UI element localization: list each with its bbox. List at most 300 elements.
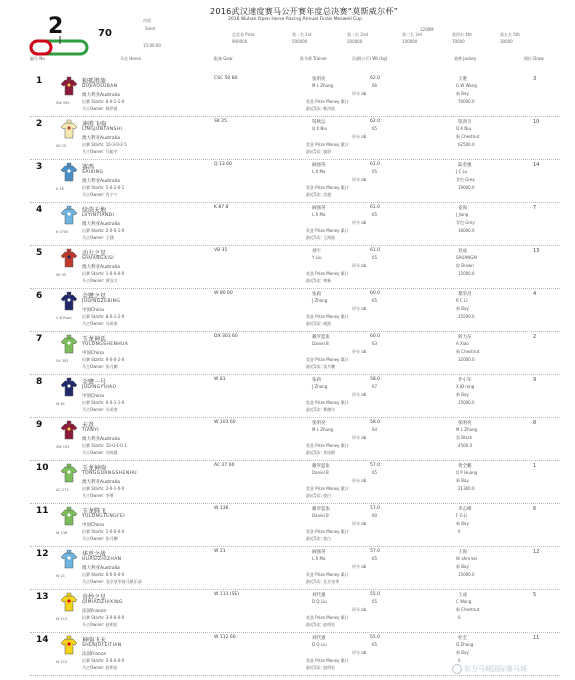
- recent-form: 最近5次: 肖超: [306, 192, 332, 197]
- draw-number: 2: [533, 334, 537, 340]
- carried-weight: 62.0: [370, 76, 381, 81]
- jockey-name-en: W ahm kei: [456, 556, 478, 561]
- column-header: 配备 Gear: [214, 56, 233, 61]
- carried-weight: 55.0: [370, 635, 381, 640]
- horse-origin: 澳大利亚Australia: [82, 566, 120, 571]
- jockey-name-en: F G Li: [456, 513, 468, 518]
- jockey-name-cn: 张明亮: [458, 421, 472, 426]
- horse-colour: 新 Chestnut: [456, 607, 480, 612]
- row-divider: [30, 503, 560, 504]
- row-divider: [30, 288, 560, 289]
- barrier-note: 评分 ab: [352, 564, 367, 569]
- carried-weight: 61.0: [370, 205, 381, 210]
- horse-name-cn: 玉龙神驹: [82, 465, 107, 472]
- silk-code: SX 303: [56, 359, 69, 363]
- runner-number: 5: [36, 248, 43, 258]
- jockey-silk-icon: [58, 205, 80, 227]
- draw-number: 8: [533, 420, 537, 426]
- prize-cell: 30000: [500, 39, 513, 44]
- silk-code: W 113: [56, 617, 68, 621]
- recent-form: 最近5次: 赵明宏: [306, 622, 336, 627]
- row-divider: [30, 675, 560, 676]
- horse-colour: 新 Bay: [456, 650, 469, 655]
- barrier-note: 评分 ab: [352, 478, 367, 483]
- row-divider: [30, 202, 560, 203]
- prize-money: 0: [458, 658, 461, 663]
- race-title-en: 2016 Wuhan Open Horse Racing Annual Finals Moswell Cup: [228, 17, 362, 22]
- horse-owner: 马主Owner: 赵明宏: [82, 665, 118, 670]
- horse-colour: 棕 Brown: [456, 263, 474, 268]
- horse-origin: 中国China: [82, 523, 104, 528]
- horse-name-en: SHUANGXISI: [82, 256, 115, 261]
- silk-code: SW 105: [56, 445, 70, 449]
- recent-form: 最近5次: 威凯: [306, 321, 332, 326]
- trainer-name-cn: 麻强英: [312, 163, 326, 168]
- prize-money: 19000.0: [458, 185, 475, 190]
- trainer-name-cn: 戴罗蓝张: [312, 507, 330, 512]
- horse-owner: 马主Owner: 肖宁宁: [82, 192, 118, 197]
- horse-colour: 青色 Grey: [456, 220, 475, 225]
- prize-cell: 900000: [232, 39, 248, 44]
- recent-form: 最近5次: 王海波: [306, 235, 336, 240]
- horse-owner: 马主Owner: 韩洪波: [82, 106, 118, 111]
- jockey-name-en: M L Zhang: [456, 427, 478, 432]
- jockey-silk-icon: [58, 248, 80, 270]
- column-header: 骑师 Jockey: [454, 56, 477, 61]
- barrier-note: 评分 ab: [352, 263, 367, 268]
- horse-name-cn: 金鹭之星: [82, 293, 107, 300]
- runner-number: 6: [36, 291, 43, 301]
- horse-name-en: TONGGUANGSHENHU: [82, 471, 137, 476]
- horse-name-en: DUJIAOLUBAN: [82, 84, 118, 89]
- jockey-name-cn: 双成: [458, 249, 467, 254]
- horse-starts: 出赛 Starts: 2-0-1-0-0: [82, 486, 125, 491]
- runner-row: [0, 420, 575, 461]
- horse-colour: 黑 Black: [456, 435, 473, 440]
- trainer-name-en: Y Liu: [312, 255, 322, 260]
- jockey-silk-icon: [58, 377, 80, 399]
- horse-origin: 澳大利亚Australia: [82, 179, 120, 184]
- prize-money: 0: [458, 615, 461, 620]
- horse-gear: W 103 60: [214, 420, 236, 425]
- trainer-name-en: M L Zhang: [312, 83, 334, 88]
- trainer-name-cn: 钮秋运: [312, 120, 326, 125]
- horse-name-en: JUDINGZEBING: [82, 299, 121, 304]
- carried-weight: 55.0: [370, 592, 381, 597]
- barrier-note: 评分 ab: [352, 220, 367, 225]
- race-time: 70: [98, 28, 112, 39]
- horse-owner: 马主Owner: 北京皇华骑马俱乐部: [82, 579, 142, 584]
- watermark: [452, 664, 527, 674]
- column-header: 闸位 Draw: [524, 56, 544, 61]
- horse-origin: 中国China: [82, 351, 104, 356]
- horse-starts: 出赛 Starts: 2-0-0-0-0: [82, 529, 125, 534]
- runner-number: 4: [36, 205, 43, 215]
- prize-money: 15000.0: [458, 400, 475, 405]
- horse-name-cn: 金鹭一号: [82, 379, 107, 386]
- horse-rating: 65: [372, 556, 378, 561]
- race-title-cn: 2016武汉速度赛马公开赛年度总决赛“莫斯威尔杯”: [210, 7, 399, 16]
- horse-owner: 马主Owner: 冯英豪: [82, 321, 118, 326]
- runner-row: [0, 291, 575, 332]
- horse-name-cn: 天意: [82, 422, 95, 429]
- horse-gear: W 80 60: [214, 291, 233, 296]
- horse-name-cn: 赛西: [82, 164, 95, 171]
- prize-note: 奖金 Prize Money 累计: [306, 185, 349, 190]
- silk-code: AC 273: [56, 488, 69, 492]
- horse-starts: 出赛 Starts: 10-3-0-2-5: [82, 142, 127, 147]
- horse-rating: 65: [372, 599, 378, 604]
- prize-cell: 第三名 3rd: [402, 32, 422, 37]
- horse-starts: 出赛 Starts: 3-0-0-0-0: [82, 615, 125, 620]
- recent-form: 最近5次: 刘成群: [306, 450, 336, 455]
- column-header: 编号 No.: [30, 56, 46, 61]
- draw-number: 13: [533, 248, 540, 254]
- track-distance: 1200M: [420, 27, 434, 32]
- jockey-silk-icon: [58, 76, 80, 98]
- jockey-name-cn: 黎荣昌: [458, 292, 472, 297]
- column-header: 负磅(公斤) Wt.(kg): [352, 56, 388, 61]
- horse-rating: 65: [372, 298, 378, 303]
- horse-rating: 65: [372, 169, 378, 174]
- runner-row: [0, 162, 575, 203]
- jockey-name-cn: 王海: [458, 550, 467, 555]
- carried-weight: 58.0: [370, 377, 381, 382]
- prize-cell: 100000: [402, 39, 418, 44]
- horse-starts: 出赛 Starts: 6-0-0-2-0: [82, 357, 125, 362]
- row-divider: [30, 245, 560, 246]
- horse-gear: W 112 60: [214, 635, 236, 640]
- horse-rating: 67: [372, 384, 378, 389]
- runner-row: [0, 76, 575, 117]
- horse-name-en: QIMIAOZHIXING: [82, 600, 123, 605]
- carried-weight: 61.0: [370, 248, 381, 253]
- prize-cell: 第一名 1st: [292, 32, 312, 37]
- runner-number: 1: [36, 76, 43, 86]
- horse-name-cn: 奇妙之星: [82, 594, 107, 601]
- horse-gear: W 21: [214, 549, 226, 554]
- jockey-silk-icon: [58, 463, 80, 485]
- trainer-name-en: Daniel B: [312, 513, 329, 518]
- race-header: [0, 0, 575, 70]
- horse-owner: 马主Owner: 张月鹏: [82, 536, 118, 541]
- jockey-name-cn: 钮鸿卫: [458, 120, 472, 125]
- horse-starts: 出赛 Starts: 5-0-2-0-1: [82, 185, 125, 190]
- barrier-note: 评分 ab: [352, 134, 367, 139]
- barrier-note: 评分 ab: [352, 306, 367, 311]
- runner-row: [0, 506, 575, 547]
- horse-origin: 法国France: [82, 609, 106, 614]
- row-divider: [30, 632, 560, 633]
- horse-name-cn: 动力之星: [82, 250, 107, 257]
- trainer-name-en: D Q Liu: [312, 642, 327, 647]
- silk-code: SK 25: [56, 144, 67, 148]
- trainer-name-en: J Zhang: [312, 384, 328, 389]
- trainer-name-cn: 张明亮: [312, 421, 326, 426]
- silk-code: SK 95: [56, 273, 67, 277]
- horse-owner: 马主Owner: 刘成群: [82, 450, 118, 455]
- draw-number: 6: [533, 506, 537, 512]
- draw-number: 10: [533, 119, 540, 125]
- runner-number: 10: [36, 463, 49, 473]
- row-divider: [30, 331, 560, 332]
- wechat-icon: [452, 664, 462, 674]
- post-time: 15:00:00: [143, 43, 161, 48]
- carried-weight: 60.0: [370, 291, 381, 296]
- trainer-name-en: D Q Liu: [312, 599, 327, 604]
- barrier-note: 评分 ab: [352, 607, 367, 612]
- horse-name-en: YULONGTENGFEI: [82, 514, 126, 519]
- jockey-silk-icon: [58, 549, 80, 571]
- row-divider: [30, 460, 560, 461]
- runner-number: 9: [36, 420, 43, 430]
- horse-gear: W 136: [214, 506, 229, 511]
- horse-name-en: LINGJUNTANSHI: [82, 127, 123, 132]
- prize-cell: 第四名 4th: [452, 32, 472, 37]
- prize-note: 奖金 Prize Money 累计: [306, 658, 349, 663]
- horse-colour: 新 Chestnut: [456, 134, 480, 139]
- horse-owner: 马主Owner: 李勇: [82, 493, 114, 498]
- jockey-silk-icon: [58, 119, 80, 141]
- horse-origin: 澳大利亚Australia: [82, 136, 120, 141]
- runner-row: [0, 334, 575, 375]
- prize-note: 奖金 Prize Money 累计: [306, 271, 349, 276]
- trainer-name-en: Daniel B: [312, 470, 329, 475]
- prize-note: 奖金 Prize Money 累计: [306, 615, 349, 620]
- prize-money: 21300.0: [458, 486, 475, 491]
- prize-money: 32000.0: [458, 357, 475, 362]
- row-divider: [30, 159, 560, 160]
- barrier-note: 评分 ab: [352, 349, 367, 354]
- jockey-name-cn: 王港: [458, 77, 467, 82]
- row-divider: [30, 374, 560, 375]
- carried-weight: 57.0: [370, 463, 381, 468]
- prize-cell: 500000: [292, 39, 308, 44]
- carried-weight: 57.0: [370, 506, 381, 511]
- prize-cell: 70000: [452, 39, 465, 44]
- horse-colour: 新 Bay: [456, 521, 469, 526]
- barrier-note: 评分 ab: [352, 392, 367, 397]
- trainer-name-cn: 麻强英: [312, 550, 326, 555]
- runner-number: 3: [36, 162, 43, 172]
- jockey-name-en: Q Zhang: [456, 642, 474, 647]
- jockey-silk-icon: [58, 162, 80, 184]
- prize-note: 奖金 Prize Money 累计: [306, 572, 349, 577]
- horse-starts: 出赛 Starts: 6-0-0-0-0: [82, 572, 125, 577]
- jockey-silk-icon: [58, 592, 80, 614]
- jockey-silk-icon: [58, 506, 80, 528]
- runner-row: [0, 377, 575, 418]
- recent-form: 最近5次: 北京皇华: [306, 579, 340, 584]
- horse-owner: 马主Owner: 赵明宏: [82, 622, 118, 627]
- race-number: 2: [48, 14, 64, 39]
- trainer-name-cn: 戴罗蓝张: [312, 335, 330, 340]
- horse-starts: 出赛 Starts: 1-0-0-0-0: [82, 271, 125, 276]
- jockey-name-cn: 黄全鹏: [458, 464, 472, 469]
- barrier-note: 评分 ab: [352, 91, 367, 96]
- jockey-name-en: G W Wang: [456, 83, 477, 88]
- horse-colour: 新 Chestnut: [456, 349, 480, 354]
- trainer-name-en: L X Ma: [312, 556, 326, 561]
- horse-owner: 马主Owner: 黄汉才: [82, 278, 118, 283]
- runner-number: 11: [36, 506, 49, 516]
- trainer-name-en: M L Zhang: [312, 427, 334, 432]
- horse-gear: DX 303 60: [214, 334, 238, 339]
- prize-cell: 第二名 2nd: [347, 32, 368, 37]
- runner-number: 14: [36, 635, 49, 645]
- jockey-name-cn: 陆金强: [458, 163, 472, 168]
- horse-name-cn: 独孤胜旅: [82, 78, 107, 85]
- trainer-name-cn: 张莉: [312, 292, 321, 297]
- horse-owner: 马主Owner: 王涵: [82, 235, 114, 240]
- horse-name-cn: 神驹飞天: [82, 637, 107, 644]
- horse-rating: 65: [372, 212, 378, 217]
- runner-row: [0, 549, 575, 590]
- horse-origin: 澳大利亚Australia: [82, 437, 120, 442]
- prize-note: 奖金 Prize Money 累计: [306, 486, 349, 491]
- recent-form: 最近5次: 夜白: [306, 493, 332, 498]
- prize-note: 奖金 Prize Money 累计: [306, 357, 349, 362]
- horse-origin: 澳大利亚Australia: [82, 93, 120, 98]
- jockey-name-en: SHUANGXI: [456, 255, 478, 260]
- horse-name-cn: 华思之战: [82, 551, 107, 558]
- horse-rating: 65: [372, 642, 378, 647]
- horse-starts: 出赛 Starts: 10-0-1-0-1: [82, 443, 127, 448]
- jockey-silk-icon: [58, 420, 80, 442]
- jockey-name-en: X JB rong: [456, 384, 475, 389]
- horse-rating: 65: [372, 255, 378, 260]
- barrier-note: 评分 ab: [352, 177, 367, 182]
- horse-gear: W 113 (SE): [214, 592, 240, 597]
- runner-number: 7: [36, 334, 43, 344]
- jockey-name-cn: 姜海: [458, 206, 467, 211]
- horse-rating: 64: [372, 427, 378, 432]
- row-divider: [30, 546, 560, 547]
- horse-colour: 青色 Grey: [456, 177, 475, 182]
- horse-name-en: YULONGSHENHUA: [82, 342, 129, 347]
- draw-number: 1: [533, 463, 537, 469]
- horse-starts: 出赛 Starts: 6-0-1-1-0: [82, 99, 125, 104]
- horse-starts: 出赛 Starts: 3-0-0-0-0: [82, 658, 125, 663]
- recent-form: 最近5次: 骐骄: [306, 149, 332, 154]
- horse-name-en: SAIXING: [82, 170, 104, 175]
- draw-number: 4: [533, 291, 537, 297]
- jockey-silk-icon: [58, 635, 80, 657]
- runner-number: 2: [36, 119, 43, 129]
- silk-code: K 0700: [56, 230, 69, 234]
- horse-colour: 新 Bay: [456, 478, 469, 483]
- runner-number: 13: [36, 592, 49, 602]
- prize-note: 奖金 Prize Money 累计: [306, 529, 349, 534]
- silk-code: C B Puan: [56, 316, 72, 320]
- horse-name-en: LVYINTIANDI: [82, 213, 115, 218]
- horse-origin: 法国France: [82, 652, 106, 657]
- trainer-name-cn: 戴罗蓝张: [312, 464, 330, 469]
- recent-form: 最近5次: 赛德尔: [306, 407, 336, 412]
- jockey-silk-icon: [58, 291, 80, 313]
- horse-origin: 澳大利亚Australia: [82, 265, 120, 270]
- row-divider: [30, 589, 560, 590]
- recent-form: 最近5次: 黄新: [306, 278, 332, 283]
- horse-rating: 60: [372, 513, 378, 518]
- horse-name-cn: 速胜飞驹: [82, 121, 107, 128]
- carried-weight: 58.0: [370, 420, 381, 425]
- trainer-name-cn: 刘宇: [312, 249, 321, 254]
- jockey-name-en: R C Li: [456, 298, 468, 303]
- prize-cell: 第五名 5th: [500, 32, 520, 37]
- prize-money: 0: [458, 529, 461, 534]
- prize-money: 25500.0: [458, 314, 475, 319]
- jockey-name-cn: 阿力东: [458, 335, 472, 340]
- jockey-name-en: J Jiang: [456, 212, 469, 217]
- prize-note: 奖金 Prize Money 累计: [306, 228, 349, 233]
- jockey-silk-icon: [58, 334, 80, 356]
- silk-code: SW 305: [56, 101, 70, 105]
- prize-note: 奖金 Prize Money 累计: [306, 400, 349, 405]
- trainer-name-en: Daniel B: [312, 341, 329, 346]
- horse-starts: 出赛 Starts: 2-0-0-1-0: [82, 228, 125, 233]
- horse-colour: 新 Bay: [456, 306, 469, 311]
- horse-name-cn: 玉龙腾飞: [82, 508, 107, 515]
- draw-number: 14: [533, 162, 540, 168]
- horse-rating: 63: [372, 341, 378, 346]
- draw-number: 12: [533, 549, 540, 555]
- horse-origin: 澳大利亚Australia: [82, 222, 120, 227]
- trainer-name-en: L X Ma: [312, 169, 326, 174]
- silk-code: W 136: [56, 531, 68, 535]
- prize-note: 奖金 Prize Money 累计: [306, 99, 349, 104]
- silk-code: W 81: [56, 402, 66, 406]
- draw-number: 5: [533, 592, 537, 598]
- jockey-name-en: C Wang: [456, 599, 472, 604]
- carried-weight: 60.0: [370, 334, 381, 339]
- runner-row: [0, 463, 575, 504]
- trainer-name-en: J Zhang: [312, 298, 328, 303]
- horse-name-en: SHENJUFEITIAN: [82, 643, 122, 648]
- runner-row: [0, 119, 575, 160]
- horse-owner: 马主Owner: 张月鹏: [82, 364, 118, 369]
- horse-name-en: HUASIZHIZHAN: [82, 557, 122, 562]
- prize-money: 62500.0: [458, 142, 475, 147]
- prize-money: 15000.0: [458, 572, 475, 577]
- runner-number: 8: [36, 377, 43, 387]
- carried-weight: 57.0: [370, 549, 381, 554]
- carried-weight: 61.0: [370, 162, 381, 167]
- horse-owner: 马主Owner: 冯英豪: [82, 407, 118, 412]
- runner-row: [0, 592, 575, 633]
- jockey-name-cn: 王成: [458, 593, 467, 598]
- horse-starts: 出赛 Starts: 6-0-1-1-0: [82, 400, 125, 405]
- horse-starts: 出赛 Starts: 8-0-1-2-0: [82, 314, 125, 319]
- horse-name-en: JUDINGYIHAO: [82, 385, 117, 390]
- horse-gear: SK 25: [214, 119, 227, 124]
- trainer-name-cn: 刘代强: [312, 636, 326, 641]
- going-cn: 沙道: [143, 18, 151, 23]
- jockey-name-cn: 杜全: [458, 636, 467, 641]
- trainer-name-en: L X Ma: [312, 212, 326, 217]
- track-icon: [28, 36, 94, 58]
- watermark-text: 东方马城国际赛马场: [464, 665, 527, 673]
- horse-colour: 新 Bay: [456, 564, 469, 569]
- jockey-name-en: Q X Niu: [456, 126, 472, 131]
- column-header: 马名 Horse: [120, 56, 141, 61]
- trainer-name-cn: 张莉: [312, 378, 321, 383]
- recent-form: 最近5次: 赵明宏: [306, 665, 336, 670]
- prize-money: 16000.0: [458, 228, 475, 233]
- trainer-name-cn: 刘代强: [312, 593, 326, 598]
- horse-owner: 马主Owner: 马振宇: [82, 149, 118, 154]
- column-header: 练马师 Trainer: [300, 56, 327, 61]
